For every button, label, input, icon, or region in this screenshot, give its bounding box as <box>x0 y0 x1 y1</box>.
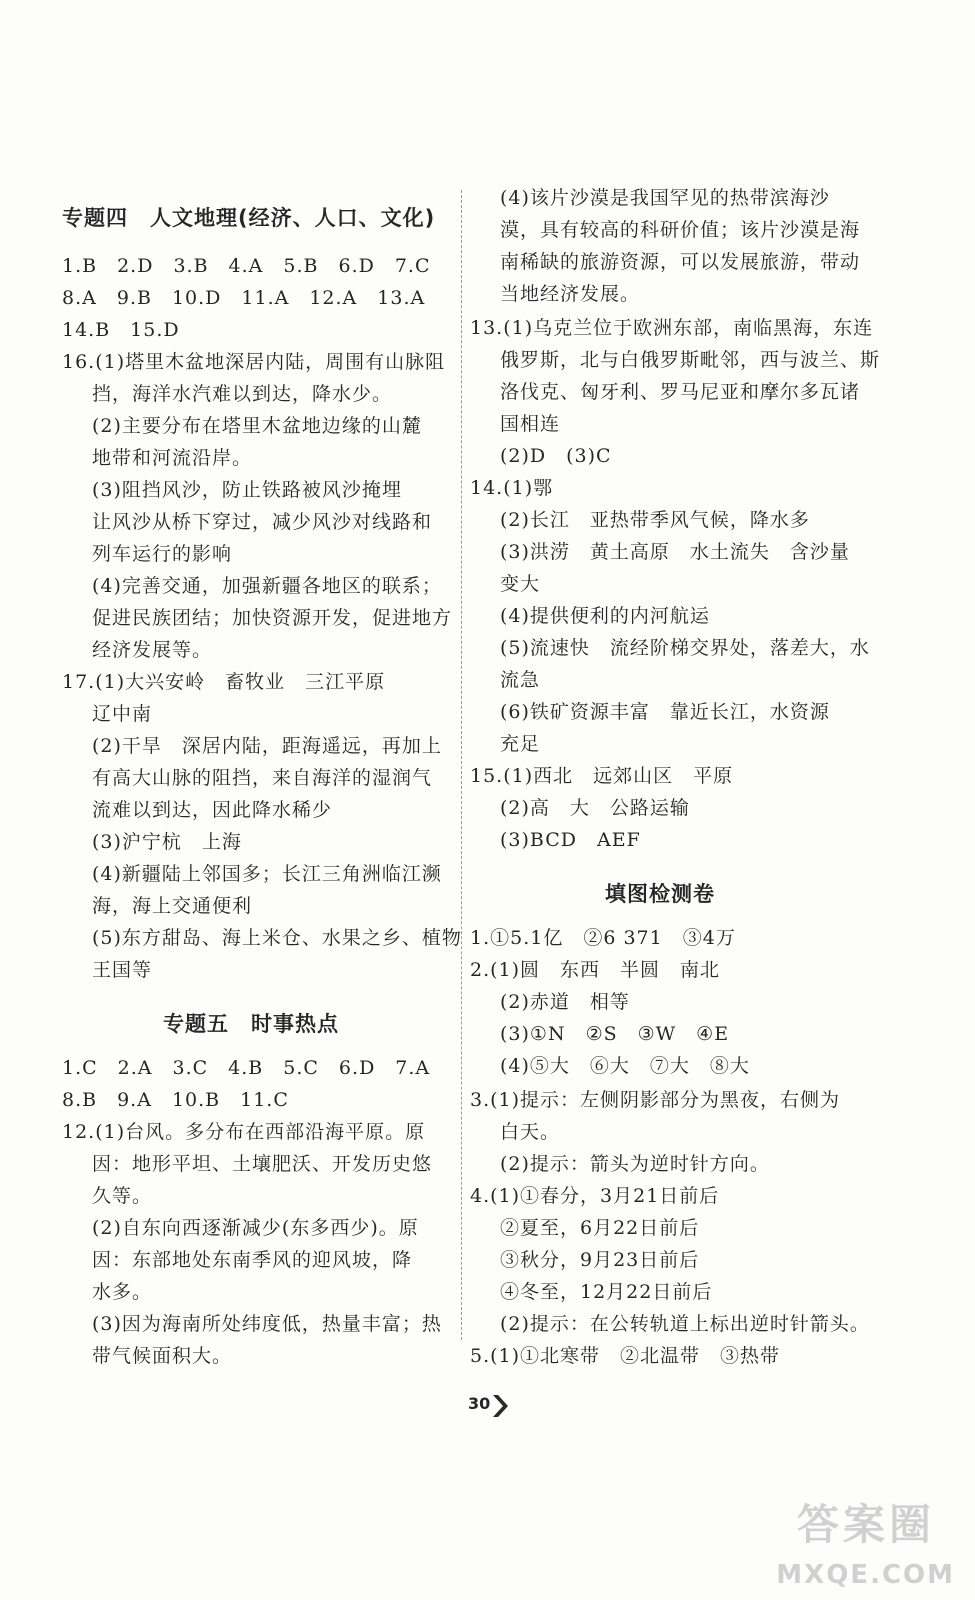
answer-line: 因：东部地处东南季风的迎风坡，降 <box>92 1249 413 1271</box>
answer-line: 4.(1)①春分，3月21日前后 <box>470 1185 720 1207</box>
answer-line: 充足 <box>500 733 541 755</box>
answer-line: 有高大山脉的阻挡，来自海洋的湿润气 <box>92 767 433 789</box>
answer-line: 地带和河流沿岸。 <box>92 447 253 469</box>
answer-line: 5.(1)①北寒带 ②北温带 ③热带 <box>470 1345 781 1367</box>
watermark-url: MXQE.COM <box>776 1560 955 1590</box>
answer-line: 漠，具有较高的科研价值；该片沙漠是海 <box>500 219 861 241</box>
answer-line: (3)沪宁杭 上海 <box>92 831 242 853</box>
answer-line: (4)⑤大 ⑥大 ⑦大 ⑧大 <box>500 1055 750 1077</box>
answer-line: 国相连 <box>500 413 561 435</box>
answer-line: (2)主要分布在塔里木盆地边缘的山麓 <box>92 415 422 437</box>
answer-line: (2)干旱 深居内陆，距海遥远，再加上 <box>92 735 442 757</box>
watermark-logo: 答案圈 <box>796 1500 935 1549</box>
answer-line: 15.(1)西北 远郊山区 平原 <box>470 765 734 787</box>
answer-line: 经济发展等。 <box>92 639 213 661</box>
answer-line: (4)提供便利的内河航运 <box>500 605 710 627</box>
answer-line: (4)该片沙漠是我国罕见的热带滨海沙 <box>500 187 830 209</box>
chevron-right-icon <box>490 1393 512 1419</box>
answer-line: (2)提示：在公转轨道上标出逆时针箭头。 <box>500 1313 870 1335</box>
answer-line: 水多。 <box>92 1281 153 1303</box>
answer-line: (2)赤道 相等 <box>500 991 630 1013</box>
answer-line: 17.(1)大兴安岭 畜牧业 三江平原 <box>62 671 386 693</box>
answer-line: 8.A 9.B 10.D 11.A 12.A 13.A <box>62 287 426 309</box>
answer-line: 带气候面积大。 <box>92 1345 233 1367</box>
answer-line: (3)①N ②S ③W ④E <box>500 1023 730 1045</box>
answer-line: 变大 <box>500 573 541 595</box>
answer-line: (5)流速快 流经阶梯交界处，落差大，水 <box>500 637 870 659</box>
answer-line: 促进民族团结；加快资源开发，促进地方 <box>92 607 453 629</box>
answer-line: 列车运行的影响 <box>92 543 233 565</box>
answer-line: 辽中南 <box>92 703 153 725</box>
answer-line: (2)高 大 公路运输 <box>500 797 690 819</box>
answer-line: (3)BCD AEF <box>500 829 641 851</box>
answer-line: (2)提示：箭头为逆时针方向。 <box>500 1153 770 1175</box>
answer-line: 南稀缺的旅游资源，可以发展旅游，带动 <box>500 251 861 273</box>
answer-line: ④冬至，12月22日前后 <box>500 1281 713 1303</box>
answer-line: (6)铁矿资源丰富 靠近长江，水资源 <box>500 701 830 723</box>
answer-line: 16.(1)塔里木盆地深居内陆，周围有山脉阻 <box>62 351 446 373</box>
answer-line: 1.C 2.A 3.C 4.B 5.C 6.D 7.A <box>62 1057 431 1079</box>
answer-line: 流难以到达，因此降水稀少 <box>92 799 333 821</box>
section-heading: 专题四 人文地理(经济、人口、文化) <box>62 206 436 230</box>
answer-line: 14.(1)鄂 <box>470 477 554 499</box>
answer-line: (2)D (3)C <box>500 445 612 467</box>
answer-line: 当地经济发展。 <box>500 283 641 305</box>
answer-line: 12.(1)台风。多分布在西部沿海平原。原 <box>62 1121 426 1143</box>
answer-line: (2)自东向西逐渐减少(东多西少)。原 <box>92 1217 419 1239</box>
answer-line: (4)完善交通，加强新疆各地区的联系； <box>92 575 442 597</box>
answer-line: 3.(1)提示：左侧阴影部分为黑夜，右侧为 <box>470 1089 841 1111</box>
answer-line: (5)东方甜岛、海上米仓、水果之乡、植物 <box>92 927 462 949</box>
answer-line: (3)因为海南所处纬度低，热量丰富；热 <box>92 1313 442 1335</box>
answer-line: ③秋分，9月23日前后 <box>500 1249 700 1271</box>
answer-line: 14.B 15.D <box>62 319 180 341</box>
answer-line: ②夏至，6月22日前后 <box>500 1217 700 1239</box>
answer-line: 13.(1)乌克兰位于欧洲东部，南临黑海，东连 <box>470 317 874 339</box>
answer-line: 挡，海洋水汽难以到达，降水少。 <box>92 383 393 405</box>
answer-line: 1.①5.1亿 ②6 371 ③4万 <box>470 927 736 949</box>
section-heading: 专题五 时事热点 <box>163 1012 339 1036</box>
answer-line: 海，海上交通便利 <box>92 895 253 917</box>
answer-line: 因：地形平坦、土壤肥沃、开发历史悠 <box>92 1153 433 1175</box>
answer-line: 白天。 <box>500 1121 561 1143</box>
answer-line: 1.B 2.D 3.B 4.A 5.B 6.D 7.C <box>62 255 431 277</box>
answer-line: (2)长江 亚热带季风气候，降水多 <box>500 509 810 531</box>
answer-line: 8.B 9.A 10.B 11.C <box>62 1089 289 1111</box>
answer-line: (3)阻挡风沙，防止铁路被风沙掩埋 <box>92 479 402 501</box>
answer-line: 洛伐克、匈牙利、罗马尼亚和摩尔多瓦诸 <box>500 381 861 403</box>
page-number: 30 <box>468 1394 491 1413</box>
answer-line: 久等。 <box>92 1185 153 1207</box>
answer-line: (4)新疆陆上邻国多；长江三角洲临江濒 <box>92 863 442 885</box>
answer-line: (3)洪涝 黄土高原 水土流失 含沙量 <box>500 541 850 563</box>
answer-line: 让风沙从桥下穿过，减少风沙对线路和 <box>92 511 433 533</box>
section-heading: 填图检测卷 <box>605 882 715 906</box>
answer-line: 俄罗斯，北与白俄罗斯毗邻，西与波兰、斯 <box>500 349 881 371</box>
answer-line: 王国等 <box>92 959 153 981</box>
answer-line: 流急 <box>500 669 541 691</box>
column-divider <box>461 190 462 1340</box>
answer-line: 2.(1)圆 东西 半圆 南北 <box>470 959 721 981</box>
